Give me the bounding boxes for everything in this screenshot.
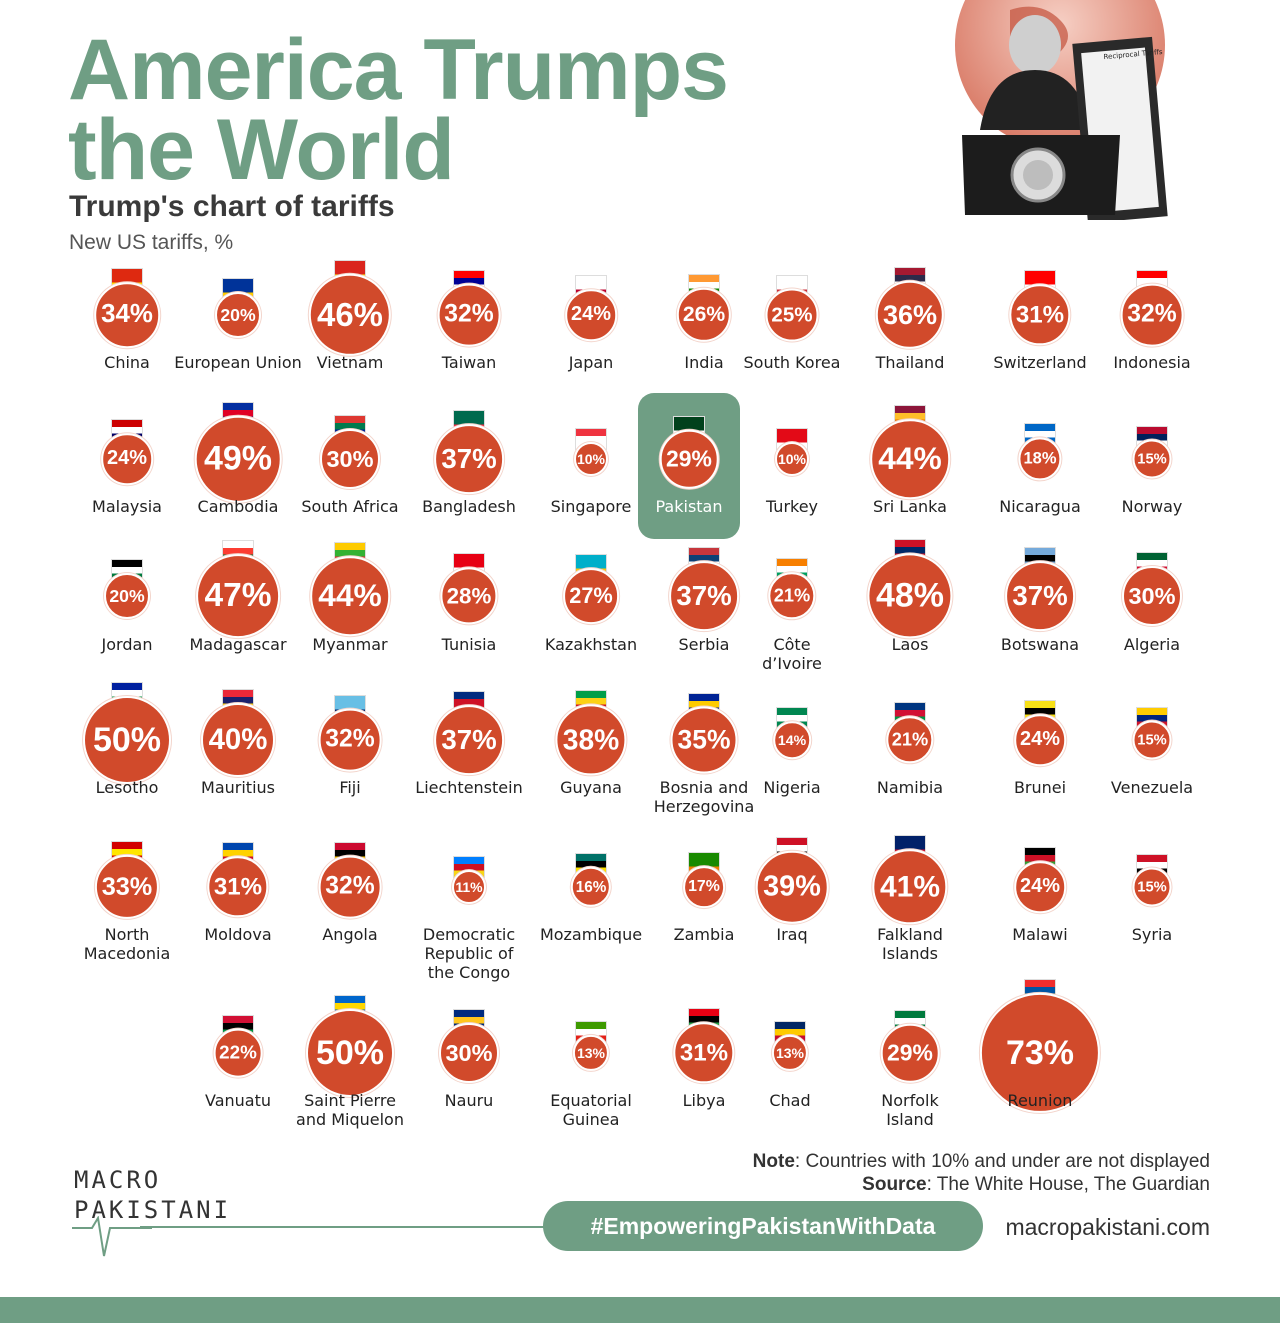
country-label-singapore: Singapore xyxy=(550,497,632,516)
country-label-fiji: Fiji xyxy=(339,778,361,797)
tariff-bubble-algeria: 30% xyxy=(1122,566,1182,626)
tariff-bubble-kazakhstan: 27% xyxy=(563,568,619,624)
country-label-tunisia: Tunisia xyxy=(441,635,497,654)
country-label-lesotho: Lesotho xyxy=(95,778,159,797)
tariff-bubble-vanuatu: 22% xyxy=(214,1029,263,1078)
country-label-libya: Libya xyxy=(682,1091,726,1110)
tariff-bubble-nauru: 30% xyxy=(439,1023,499,1083)
country-label-turkey: Turkey xyxy=(765,497,819,516)
tariff-bubble-fiji: 32% xyxy=(319,709,382,772)
tariff-bubble-madagascar: 47% xyxy=(196,554,280,638)
country-label-vanuatu: Vanuatu xyxy=(204,1091,271,1110)
tariff-bubble-democratic-republic-of-the-congo: 11% xyxy=(452,870,486,904)
tariff-bubble-syria: 15% xyxy=(1133,868,1172,907)
country-label-japan: Japan xyxy=(568,353,614,372)
country-label-serbia: Serbia xyxy=(678,635,730,654)
country-label-myanmar: Myanmar xyxy=(312,635,388,654)
note-label: Note xyxy=(752,1151,795,1172)
country-label-nicaragua: Nicaragua xyxy=(999,497,1081,516)
hashtag-badge: #EmpoweringPakistanWithData xyxy=(543,1201,983,1251)
tariff-bubble-myanmar: 44% xyxy=(310,556,390,636)
tariff-bubble-malawi: 24% xyxy=(1014,861,1066,913)
tariff-bubble-sri-lanka: 44% xyxy=(870,419,950,499)
tariff-bubble-equatorial-guinea: 13% xyxy=(573,1035,609,1071)
tariff-bubble-japan: 24% xyxy=(565,289,617,341)
country-label-pakistan: Pakistan xyxy=(655,497,723,516)
page-title-line2: the World xyxy=(68,102,454,198)
country-label-nigeria: Nigeria xyxy=(763,778,821,797)
note-block xyxy=(753,1150,1210,1196)
country-label-south-africa: South Africa xyxy=(301,497,399,516)
logo-line2: PAKISTANI xyxy=(74,1196,232,1224)
country-label-namibia: Namibia xyxy=(876,778,944,797)
tariff-bubble-namibia: 21% xyxy=(886,716,933,763)
source-text: : The White House, The Guardian xyxy=(926,1174,1210,1195)
tariff-bubble-zambia: 17% xyxy=(683,866,725,908)
note-text: : Countries with 10% and under are not displayed xyxy=(794,1151,1210,1172)
country-label-c-te-d-ivoire: Côte d’Ivoire xyxy=(762,635,822,673)
country-label-kazakhstan: Kazakhstan xyxy=(544,635,638,654)
country-label-mauritius: Mauritius xyxy=(201,778,275,797)
tariff-bubble-liechtenstein: 37% xyxy=(434,705,504,775)
tariff-bubble-brunei: 24% xyxy=(1014,714,1066,766)
country-label-taiwan: Taiwan xyxy=(441,353,497,372)
country-label-european-union: European Union xyxy=(174,353,302,372)
country-label-moldova: Moldova xyxy=(204,925,272,944)
tariff-bubble-china: 34% xyxy=(94,282,160,348)
tariff-bubble-singapore: 10% xyxy=(574,442,608,476)
country-label-bosnia-and-herzegovina: Bosnia and Herzegovina xyxy=(653,778,755,816)
page-title-line1: America Trumps xyxy=(68,22,728,118)
tariff-bubble-european-union: 20% xyxy=(215,292,261,338)
tariff-bubble-north-macedonia: 33% xyxy=(95,855,159,919)
country-label-thailand: Thailand xyxy=(875,353,945,372)
website-link[interactable]: macropakistani.com xyxy=(1005,1214,1210,1240)
country-label-china: China xyxy=(104,353,150,372)
tariff-bubble-nicaragua: 18% xyxy=(1018,437,1061,480)
tariff-bubble-saint-pierre-and-miquelon: 50% xyxy=(306,1009,394,1097)
tariff-bubble-malaysia: 24% xyxy=(101,433,153,485)
tariff-bubble-thailand: 36% xyxy=(876,281,944,349)
tariff-bubble-norway: 15% xyxy=(1133,440,1172,479)
country-label-angola: Angola xyxy=(322,925,378,944)
country-label-norway: Norway xyxy=(1121,497,1183,516)
country-label-norfolk-island: Norfolk Island xyxy=(881,1091,939,1129)
tariff-bubble-nigeria: 14% xyxy=(773,721,811,759)
country-label-north-macedonia: North Macedonia xyxy=(83,925,171,963)
chart-unit: New US tariffs, % xyxy=(69,231,234,254)
country-label-algeria: Algeria xyxy=(1123,635,1181,654)
tariff-bubble-angola: 32% xyxy=(319,856,382,919)
country-label-madagascar: Madagascar xyxy=(189,635,287,654)
country-label-jordan: Jordan xyxy=(101,635,153,654)
tariff-bubble-south-korea: 25% xyxy=(766,289,819,342)
tariff-bubble-bangladesh: 37% xyxy=(434,424,504,494)
country-label-south-korea: South Korea xyxy=(743,353,841,372)
tariff-bubble-falkland-islands: 41% xyxy=(872,849,947,924)
tariff-bubble-libya: 31% xyxy=(673,1022,734,1083)
tariff-bubble-mozambique: 16% xyxy=(571,867,611,907)
macro-pakistani-logo xyxy=(72,1166,232,1261)
country-label-reunion: Reunion xyxy=(1007,1091,1073,1110)
country-label-india: India xyxy=(684,353,724,372)
tariff-bubble-mauritius: 40% xyxy=(201,703,275,777)
country-label-syria: Syria xyxy=(1131,925,1173,944)
tariff-bubble-south-africa: 30% xyxy=(320,429,380,489)
country-label-saint-pierre-and-miquelon: Saint Pierre and Miquelon xyxy=(296,1091,404,1129)
hashtag-divider xyxy=(140,1226,560,1228)
country-label-malaysia: Malaysia xyxy=(92,497,162,516)
country-label-malawi: Malawi xyxy=(1012,925,1068,944)
country-label-sri-lanka: Sri Lanka xyxy=(873,497,947,516)
tariff-bubble-vietnam: 46% xyxy=(309,274,391,356)
tariff-bubble-cambodia: 49% xyxy=(195,416,282,503)
logo-pulse-icon xyxy=(72,1216,152,1261)
tariff-bubble-botswana: 37% xyxy=(1005,561,1075,631)
logo-line1: MACRO xyxy=(74,1166,162,1194)
tariff-bubble-venezuela: 15% xyxy=(1133,721,1172,760)
tariff-bubble-reunion: 73% xyxy=(980,993,1100,1113)
country-label-indonesia: Indonesia xyxy=(1113,353,1191,372)
country-label-zambia: Zambia xyxy=(673,925,735,944)
country-label-democratic-republic-of-the-congo: Democratic Republic of the Congo xyxy=(422,925,516,982)
country-label-switzerland: Switzerland xyxy=(993,353,1087,372)
tariff-bubble-norfolk-island: 29% xyxy=(881,1024,940,1083)
country-label-chad: Chad xyxy=(769,1091,811,1110)
tariff-bubble-lesotho: 50% xyxy=(83,696,171,784)
source-label: Source xyxy=(862,1174,927,1195)
country-label-iraq: Iraq xyxy=(776,925,808,944)
tariff-bubble-turkey: 10% xyxy=(775,442,809,476)
tariff-bubble-indonesia: 32% xyxy=(1121,284,1184,347)
country-label-venezuela: Venezuela xyxy=(1110,778,1194,797)
tariff-bubble-chad: 13% xyxy=(772,1035,808,1071)
tariff-bubble-switzerland: 31% xyxy=(1009,284,1070,345)
tariff-bubble-taiwan: 32% xyxy=(438,284,501,347)
country-label-cambodia: Cambodia xyxy=(197,497,279,516)
footer-bar xyxy=(0,1297,1280,1323)
tariff-bubble-serbia: 37% xyxy=(669,561,739,631)
country-label-botswana: Botswana xyxy=(1000,635,1080,654)
country-label-equatorial-guinea: Equatorial Guinea xyxy=(550,1091,632,1129)
tariff-bubble-pakistan: 29% xyxy=(660,430,719,489)
illustration-board-title: Reciprocal Tariffs xyxy=(1103,48,1163,62)
tariff-bubble-jordan: 20% xyxy=(104,573,150,619)
tariff-bubble-india: 26% xyxy=(677,288,731,342)
country-label-falkland-islands: Falkland Islands xyxy=(877,925,943,963)
tariff-bubble-tunisia: 28% xyxy=(440,567,497,624)
tariff-bubble-moldova: 31% xyxy=(207,856,268,917)
tariff-bubble-laos: 48% xyxy=(867,553,952,638)
country-label-liechtenstein: Liechtenstein xyxy=(415,778,523,797)
tariff-bubble-iraq: 39% xyxy=(756,851,829,924)
country-label-brunei: Brunei xyxy=(1013,778,1067,797)
chart-subtitle: Trump's chart of tariffs xyxy=(69,190,395,223)
country-label-laos: Laos xyxy=(891,635,929,654)
tariff-bubble-guyana: 38% xyxy=(555,704,626,775)
country-label-vietnam: Vietnam xyxy=(316,353,384,372)
tariff-bubble-c-te-d-ivoire: 21% xyxy=(768,572,815,619)
country-label-mozambique: Mozambique xyxy=(539,925,643,944)
country-label-nauru: Nauru xyxy=(444,1091,494,1110)
country-label-guyana: Guyana xyxy=(560,778,622,797)
tariff-bubble-bosnia-and-herzegovina: 35% xyxy=(671,707,738,774)
country-label-bangladesh: Bangladesh xyxy=(422,497,516,516)
